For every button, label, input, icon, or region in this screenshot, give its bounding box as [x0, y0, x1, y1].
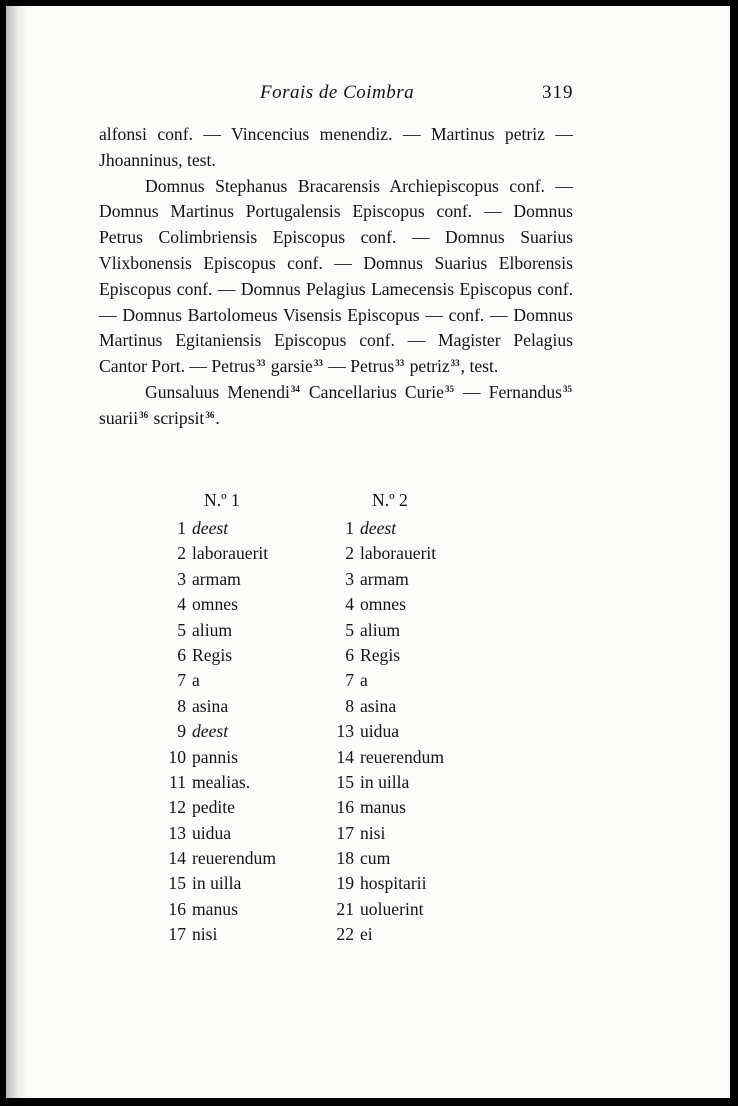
line-number: 15: [336, 771, 354, 792]
footnote-ref: 33: [450, 358, 460, 369]
line-number: 3: [177, 568, 186, 589]
variant-word: laborauerit: [192, 543, 269, 564]
footnote-ref: 33: [256, 358, 266, 369]
line-number: 6: [177, 644, 186, 665]
line-number: 22: [336, 924, 354, 945]
line-number: 2: [177, 543, 186, 564]
list-item: [324, 592, 524, 617]
variant-word: cum: [360, 848, 391, 869]
line-number: 14: [168, 848, 186, 869]
paragraph-3-text: suarii: [99, 407, 139, 428]
line-number: 12: [168, 797, 186, 818]
line-number: 7: [345, 670, 354, 691]
variant-word: a: [192, 670, 200, 691]
page-number: 319: [542, 82, 574, 103]
line-number: 19: [336, 873, 354, 894]
line-number: 15: [168, 873, 186, 894]
line-number: 1: [345, 518, 354, 538]
line-number: 9: [177, 721, 186, 742]
variant-word: ei: [360, 924, 373, 945]
line-number: 14: [336, 746, 354, 767]
line-number: 13: [336, 721, 354, 742]
footnote-ref: 35: [445, 383, 454, 394]
list-item: [324, 745, 524, 770]
variant-column-2: [324, 488, 524, 948]
list-item: [324, 795, 524, 820]
running-title: Forais de Coimbra: [260, 82, 415, 103]
paragraph-3-text: — Fernandus: [455, 381, 562, 402]
body-text: [99, 122, 573, 432]
line-number: 2: [345, 543, 354, 564]
footnote-ref: 35: [563, 383, 572, 394]
line-number: 4: [177, 594, 186, 615]
line-number: 10: [168, 746, 186, 767]
variant-word: Regis: [192, 644, 233, 665]
paragraph-2-text: Domnus Stephanus Bracarensis Archiepiscopus conf. — Domnus Martinus Portugalensis Episcopus conf. — Domnus Petrus Colimbriensis Episcopus conf. — Domnus Suarius Vlixbonensis Episcopus conf. — Domnus Suarius Elborensis Episcopus conf. — Domnus Pelagius Lamecensis Episcopus conf. — Domnus Bartolomeus Visensis Episcopus — conf. — Domnus Martinus Egitaniensis Episcopus conf. — Magister Pelagius Cantor Port. — Petrus: [99, 175, 573, 377]
list-item: [324, 897, 524, 922]
list-item: [324, 643, 524, 668]
variant-word: alium: [360, 619, 401, 640]
footnote-ref: 33: [313, 358, 323, 369]
paragraph-1: alfonsi conf. — Vincencius menendiz. — Martinus petriz — Jhoanninus, test.: [99, 124, 573, 170]
line-number: 4: [345, 594, 354, 615]
list-item: [324, 922, 524, 947]
list-item: [324, 846, 524, 871]
variant-word: a: [360, 670, 368, 691]
book-page: [6, 6, 730, 1098]
variant-word: omnes: [360, 594, 406, 615]
line-number: 11: [169, 771, 186, 792]
variant-word: reuerendum: [192, 848, 277, 869]
variant-word: mealias.: [192, 771, 251, 792]
line-number: 8: [177, 695, 186, 716]
list-item: [324, 871, 524, 896]
list-item: [324, 821, 524, 846]
line-number: 21: [336, 898, 354, 919]
footnote-ref: 36: [139, 409, 149, 420]
variant-word: in uilla: [192, 873, 242, 894]
paragraph-2-text: garsie: [266, 356, 313, 377]
variant-word: manus: [360, 797, 406, 818]
variant-word: hospitarii: [360, 873, 427, 894]
line-number: 5: [345, 619, 354, 640]
paragraph-3-text: scripsit: [149, 407, 205, 428]
paragraph-2-text: , test.: [460, 356, 499, 377]
variant-word: reuerendum: [360, 746, 445, 767]
paragraph-3: [99, 380, 573, 432]
paragraph-3-text: .: [215, 407, 220, 428]
paragraph-3-text: Cancellarius Curie: [300, 381, 444, 402]
list-item: [324, 719, 524, 744]
line-number: 3: [345, 568, 354, 589]
footnote-ref: 34: [290, 383, 300, 394]
paragraph-3-text: Gunsaluus Menendi: [145, 381, 290, 402]
variant-word: armam: [360, 568, 409, 589]
variant-word: uoluerint: [360, 898, 424, 919]
column-1-heading: N.º 1: [204, 490, 240, 510]
paragraph-2-text: — Petrus: [323, 356, 395, 377]
variant-word: deest: [192, 721, 229, 742]
footnote-ref: 33: [395, 358, 405, 369]
list-item: [324, 618, 524, 643]
variant-word: uidua: [192, 822, 232, 843]
variant-word: omnes: [192, 594, 238, 615]
list-item: [324, 516, 524, 541]
line-number: 6: [345, 644, 354, 665]
variant-word: deest: [360, 518, 397, 538]
variant-word: armam: [192, 568, 241, 589]
page-gutter-shadow: [6, 6, 28, 1098]
variant-word: nisi: [192, 924, 218, 945]
line-number: 17: [168, 924, 186, 945]
column-2-heading: N.º 2: [372, 490, 408, 510]
list-item: [324, 541, 524, 566]
variant-word: in uilla: [360, 771, 410, 792]
paragraph-2: [99, 174, 573, 380]
line-number: 16: [336, 797, 354, 818]
line-number: 7: [177, 670, 186, 691]
line-number: 17: [336, 822, 354, 843]
variant-word: nisi: [360, 822, 386, 843]
list-item: [324, 668, 524, 693]
line-number: 5: [177, 619, 186, 640]
list-item: [324, 567, 524, 592]
list-item: [324, 770, 524, 795]
line-number: 1: [177, 518, 186, 538]
line-number: 16: [168, 898, 186, 919]
variant-word: asina: [192, 695, 229, 716]
variant-word: laborauerit: [360, 543, 437, 564]
page-header: [6, 82, 730, 108]
variant-word: deest: [192, 518, 229, 538]
variant-word: asina: [360, 695, 397, 716]
variant-word: uidua: [360, 721, 400, 742]
line-number: 8: [345, 695, 354, 716]
footnote-ref: 36: [205, 409, 215, 420]
variant-word: pannis: [192, 746, 238, 767]
list-item: [324, 694, 524, 719]
line-number: 13: [168, 822, 186, 843]
variant-word: Regis: [360, 644, 401, 665]
variant-word: alium: [192, 619, 233, 640]
line-number: 18: [336, 848, 354, 869]
variant-word: pedite: [192, 797, 235, 818]
paragraph-2-text: petriz: [405, 356, 450, 377]
variant-word: manus: [192, 898, 238, 919]
column-2-rows: [324, 516, 524, 948]
